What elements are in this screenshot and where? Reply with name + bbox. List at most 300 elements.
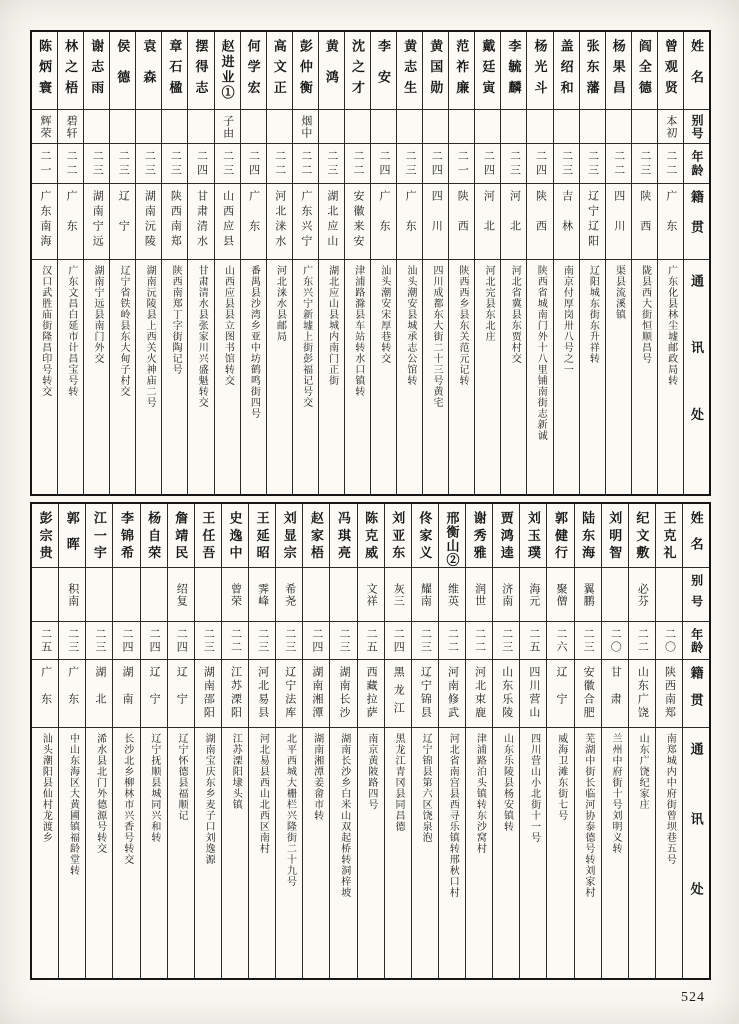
entry-native: 西藏拉萨 xyxy=(365,666,378,720)
age-cell xyxy=(475,144,500,184)
name-cell xyxy=(319,32,344,110)
entry-name: 冯琪亮 xyxy=(335,511,351,563)
age-cell xyxy=(136,144,161,184)
entry-name: 李锦希 xyxy=(118,511,134,563)
entry-column xyxy=(439,504,466,978)
address-cell xyxy=(110,260,135,494)
entry-address: 南京付厚岗卅八号之一 xyxy=(561,265,573,375)
entry-age: 二三 xyxy=(586,149,599,178)
entry-name: 谢志雨 xyxy=(89,39,105,101)
age-cell xyxy=(501,144,526,184)
entry-alias: 积南 xyxy=(66,582,79,607)
entry-address: 番禺县沙湾乡亚中坊鹤鸣街四号 xyxy=(248,265,260,419)
entry-native: 广东 xyxy=(39,666,52,720)
address-cell xyxy=(602,728,628,978)
entry-native: 陕西 xyxy=(456,190,469,250)
alias-cell xyxy=(493,568,519,622)
entry-column xyxy=(493,504,520,978)
address-cell xyxy=(267,260,292,494)
age-cell xyxy=(358,622,384,660)
entry-column xyxy=(423,32,449,494)
age-cell xyxy=(86,622,112,660)
entry-name: 詹靖民 xyxy=(173,511,189,563)
entry-alias: 翼鹏 xyxy=(582,582,595,607)
entry-age: 二三 xyxy=(500,627,513,654)
entry-alias: 灰三 xyxy=(392,582,405,607)
entry-address: 北平西城大栅栏兴隆街二十九号 xyxy=(284,733,296,887)
entry-age: 二四 xyxy=(175,627,188,654)
entry-column xyxy=(358,504,385,978)
address-cell xyxy=(554,260,579,494)
native-cell xyxy=(632,184,657,260)
entry-address: 汕头潮安宋厚巷转交 xyxy=(378,265,390,364)
name-cell xyxy=(267,32,292,110)
entry-age: 二三 xyxy=(66,627,79,654)
native-cell xyxy=(629,660,655,728)
alias-cell xyxy=(32,568,58,622)
entry-name: 陈炳寰 xyxy=(37,39,53,101)
address-cell xyxy=(371,260,396,494)
alias-cell xyxy=(501,110,526,144)
alias-cell xyxy=(267,110,292,144)
header-label-native: 籍贯 xyxy=(688,666,704,720)
age-cell xyxy=(423,144,448,184)
native-cell xyxy=(547,660,573,728)
address-cell xyxy=(303,728,329,978)
entry-age: 二二 xyxy=(612,149,625,178)
entry-age: 二四 xyxy=(148,627,161,654)
alias-cell xyxy=(602,568,628,622)
alias-cell xyxy=(32,110,57,144)
name-cell xyxy=(527,32,552,110)
entry-age: 二四 xyxy=(247,149,260,178)
entry-name: 郭晖 xyxy=(64,511,80,563)
name-cell xyxy=(580,32,605,110)
age-cell xyxy=(319,144,344,184)
entry-address: 江苏溧阳埭头镇 xyxy=(230,733,242,810)
age-cell xyxy=(397,144,422,184)
native-cell xyxy=(439,660,465,728)
entry-address: 兰州中府街十号刘明义转 xyxy=(609,733,621,854)
entry-name: 王克礼 xyxy=(661,511,677,563)
name-cell xyxy=(188,32,213,110)
age-cell xyxy=(554,144,579,184)
entry-alias: 曾荣 xyxy=(229,582,242,607)
entry-name: 刘显宗 xyxy=(281,511,297,563)
address-cell xyxy=(501,260,526,494)
entry-age: 二一 xyxy=(456,149,469,178)
entry-address: 辽宁怀德县福顺记 xyxy=(175,733,187,821)
name-cell xyxy=(330,504,356,568)
entry-address: 湖南宝庆东乡麦子口刘逸源 xyxy=(203,733,215,865)
alias-cell xyxy=(188,110,213,144)
entry-column xyxy=(330,504,357,978)
entry-alias: 聚僧 xyxy=(554,582,567,607)
entry-name: 李安 xyxy=(376,39,392,101)
entry-age: 二五 xyxy=(39,627,52,654)
address-cell xyxy=(345,260,370,494)
address-cell xyxy=(195,728,221,978)
name-cell xyxy=(371,32,396,110)
alias-cell xyxy=(358,568,384,622)
entry-native: 广东 xyxy=(378,190,391,250)
address-cell xyxy=(141,728,167,978)
entry-column xyxy=(222,504,249,978)
name-cell xyxy=(358,504,384,568)
entry-name: 杨果昌 xyxy=(610,39,626,101)
address-cell xyxy=(493,728,519,978)
entry-age: 二二 xyxy=(351,149,364,178)
header-label-alias: 别号 xyxy=(689,113,704,140)
entry-address: 湖北应山县城内南门正街 xyxy=(326,265,338,386)
name-cell xyxy=(656,504,682,568)
age-cell xyxy=(188,144,213,184)
native-cell xyxy=(330,660,356,728)
entry-native: 辽宁锦县 xyxy=(419,666,432,720)
entry-column xyxy=(345,32,371,494)
entry-address: 汕头潮安县城承志公馆转 xyxy=(404,265,416,386)
age-cell xyxy=(527,144,552,184)
entry-name: 刘亚东 xyxy=(390,511,406,563)
entry-address: 陕西西乡县东关范元记转 xyxy=(457,265,469,386)
header-label-native: 籍贯 xyxy=(688,190,704,250)
entry-column xyxy=(162,32,188,494)
entry-native: 广东南海 xyxy=(39,190,52,250)
entry-name: 邢衡山② xyxy=(444,511,460,567)
native-cell xyxy=(215,184,240,260)
address-cell xyxy=(136,260,161,494)
header-address-cell xyxy=(683,728,709,978)
age-cell xyxy=(222,622,248,660)
alias-cell xyxy=(141,568,167,622)
name-cell xyxy=(606,32,631,110)
name-cell xyxy=(629,504,655,568)
header-column xyxy=(684,32,709,494)
entry-address: 津浦路滁县车站转水口镇转 xyxy=(352,265,364,397)
entry-native: 四川 xyxy=(612,190,625,250)
name-cell xyxy=(602,504,628,568)
alias-cell xyxy=(520,568,546,622)
entry-address: 湖南长沙乡白米山双起桥转洞梓坡 xyxy=(338,733,350,898)
address-cell xyxy=(658,260,683,494)
entry-column xyxy=(276,504,303,978)
entry-column xyxy=(501,32,527,494)
header-age-cell xyxy=(683,622,709,660)
age-cell xyxy=(371,144,396,184)
age-cell xyxy=(449,144,474,184)
name-cell xyxy=(276,504,302,568)
age-cell xyxy=(32,622,58,660)
age-cell xyxy=(330,622,356,660)
native-cell xyxy=(656,660,682,728)
entry-column xyxy=(606,32,632,494)
address-cell xyxy=(32,728,58,978)
entry-native: 辽宁 xyxy=(175,666,188,720)
address-cell xyxy=(358,728,384,978)
entry-native: 四川营山 xyxy=(527,666,540,720)
entry-address: 辽宁锦县第六区饶泉泡 xyxy=(420,733,432,843)
entry-name: 杨光斗 xyxy=(532,39,548,101)
entry-native: 湖南长沙 xyxy=(337,666,350,720)
entry-native: 河北束鹿 xyxy=(473,666,486,720)
alias-cell xyxy=(371,110,396,144)
entry-age: 二二 xyxy=(229,627,242,654)
entry-address: 汕头潮阳县仙村龙渡乡 xyxy=(40,733,52,843)
entry-name: 陆东海 xyxy=(580,511,596,563)
entry-column xyxy=(575,504,602,978)
entry-age: 二三 xyxy=(169,149,182,178)
address-cell xyxy=(222,728,248,978)
alias-cell xyxy=(606,110,631,144)
entry-column xyxy=(580,32,606,494)
alias-cell xyxy=(215,110,240,144)
entry-name: 何学宏 xyxy=(245,39,261,101)
native-cell xyxy=(241,184,266,260)
native-cell xyxy=(113,660,139,728)
name-cell xyxy=(86,504,112,568)
alias-cell xyxy=(439,568,465,622)
entry-name: 史逸中 xyxy=(227,511,243,563)
entry-column xyxy=(58,32,84,494)
age-cell xyxy=(493,622,519,660)
native-cell xyxy=(267,184,292,260)
native-cell xyxy=(345,184,370,260)
native-cell xyxy=(527,184,552,260)
entry-native: 辽宁 xyxy=(117,190,130,250)
entry-name: 范祚廉 xyxy=(454,39,470,101)
age-cell xyxy=(303,622,329,660)
entry-native: 湖南沅陵 xyxy=(143,190,156,250)
entry-name: 黄国勋 xyxy=(428,39,444,101)
alias-cell xyxy=(276,568,302,622)
name-cell xyxy=(110,32,135,110)
alias-cell xyxy=(629,568,655,622)
name-cell xyxy=(412,504,438,568)
name-cell xyxy=(58,32,83,110)
address-cell xyxy=(385,728,411,978)
entry-age: 二三 xyxy=(325,149,338,178)
entry-age: 二三 xyxy=(143,149,156,178)
entry-name: 江一宇 xyxy=(91,511,107,563)
native-cell xyxy=(397,184,422,260)
name-cell xyxy=(168,504,194,568)
native-cell xyxy=(319,184,344,260)
entry-column xyxy=(632,32,658,494)
alias-cell xyxy=(303,568,329,622)
entry-alias: 绍复 xyxy=(175,582,188,607)
entry-column xyxy=(475,32,501,494)
address-cell xyxy=(575,728,601,978)
address-cell xyxy=(629,728,655,978)
native-cell xyxy=(423,184,448,260)
native-cell xyxy=(32,184,57,260)
entry-address: 陕西南郑丁字街陶记号 xyxy=(170,265,182,375)
entry-column xyxy=(412,504,439,978)
address-cell xyxy=(656,728,682,978)
entry-name: 郭健行 xyxy=(552,511,568,563)
native-cell xyxy=(371,184,396,260)
entry-native: 甘肃 xyxy=(609,666,622,720)
age-cell xyxy=(32,144,57,184)
alias-cell xyxy=(59,568,85,622)
native-cell xyxy=(602,660,628,728)
entry-name: 纪文敷 xyxy=(634,511,650,563)
age-cell xyxy=(293,144,318,184)
age-cell xyxy=(168,622,194,660)
age-cell xyxy=(141,622,167,660)
entry-address: 汉口武胜庙街隆昌印号转交 xyxy=(39,265,51,397)
address-cell xyxy=(168,728,194,978)
entry-address: 渠县流溪镇 xyxy=(613,265,625,320)
entry-age: 二四 xyxy=(378,149,391,178)
entry-address: 河北省冀县东贾村交 xyxy=(509,265,521,364)
age-cell xyxy=(267,144,292,184)
age-cell xyxy=(195,622,221,660)
entry-name: 摆得志 xyxy=(193,39,209,101)
entry-age: 二〇 xyxy=(663,627,676,654)
page-number: 524 xyxy=(681,990,705,1005)
header-native-cell xyxy=(684,184,709,260)
alias-cell xyxy=(554,110,579,144)
entry-name: 佟家义 xyxy=(417,511,433,563)
name-cell xyxy=(241,32,266,110)
address-cell xyxy=(215,260,240,494)
native-cell xyxy=(276,660,302,728)
age-cell xyxy=(575,622,601,660)
entry-alias: 子由 xyxy=(221,114,234,139)
entry-address: 湖南宁远县南门外交 xyxy=(91,265,103,364)
address-cell xyxy=(520,728,546,978)
entry-age: 二三 xyxy=(560,149,573,178)
entry-address: 广东兴宁新墟上街彭福记号交 xyxy=(300,265,312,408)
address-cell xyxy=(162,260,187,494)
entry-name: 王任吾 xyxy=(200,511,216,563)
native-cell xyxy=(358,660,384,728)
alias-cell xyxy=(241,110,266,144)
alias-cell xyxy=(110,110,135,144)
name-cell xyxy=(141,504,167,568)
native-cell xyxy=(58,184,83,260)
age-cell xyxy=(580,144,605,184)
entry-column xyxy=(141,504,168,978)
entry-name: 阎全德 xyxy=(636,39,652,101)
entry-name: 李毓麟 xyxy=(506,39,522,101)
address-cell xyxy=(32,260,57,494)
entry-age: 二二 xyxy=(446,627,459,654)
header-label-address: 通讯处 xyxy=(688,274,704,474)
entry-age: 二二 xyxy=(636,627,649,654)
entry-column xyxy=(520,504,547,978)
entry-age: 二三 xyxy=(283,627,296,654)
address-cell xyxy=(527,260,552,494)
entry-column xyxy=(449,32,475,494)
address-cell xyxy=(580,260,605,494)
name-cell xyxy=(113,504,139,568)
entry-column xyxy=(397,32,423,494)
entry-age: 二三 xyxy=(91,149,104,178)
entry-address: 山西应县县立图书馆转交 xyxy=(222,265,234,386)
age-cell xyxy=(412,622,438,660)
alias-cell xyxy=(580,110,605,144)
alias-cell xyxy=(222,568,248,622)
entry-column xyxy=(188,32,214,494)
name-cell xyxy=(385,504,411,568)
entry-age: 二四 xyxy=(430,149,443,178)
alias-cell xyxy=(575,568,601,622)
native-cell xyxy=(475,184,500,260)
entry-age: 二三 xyxy=(508,149,521,178)
entry-name: 彭宗贵 xyxy=(37,511,53,563)
native-cell xyxy=(293,184,318,260)
entry-age: 二一 xyxy=(39,149,52,178)
name-cell xyxy=(162,32,187,110)
entry-column xyxy=(629,504,656,978)
entry-alias: 济南 xyxy=(500,582,513,607)
entry-age: 二三 xyxy=(582,627,595,654)
alias-cell xyxy=(397,110,422,144)
name-cell xyxy=(136,32,161,110)
address-cell xyxy=(606,260,631,494)
entry-native: 湖北应山 xyxy=(325,190,338,250)
entry-name: 袁森 xyxy=(141,39,157,101)
name-cell xyxy=(303,504,329,568)
age-cell xyxy=(656,622,682,660)
address-cell xyxy=(475,260,500,494)
alias-cell xyxy=(632,110,657,144)
alias-cell xyxy=(113,568,139,622)
age-cell xyxy=(276,622,302,660)
entry-native: 湖北 xyxy=(93,666,106,720)
entry-address: 广东化县林尘墟邮政局转 xyxy=(665,265,677,386)
entry-address: 四川成都东大街二十三号黄宅 xyxy=(430,265,442,408)
entry-alias: 维英 xyxy=(446,582,459,607)
name-cell xyxy=(215,32,240,110)
address-cell xyxy=(547,728,573,978)
alias-cell xyxy=(475,110,500,144)
address-cell xyxy=(319,260,344,494)
entry-age: 二三 xyxy=(256,627,269,654)
address-cell xyxy=(84,260,109,494)
age-cell xyxy=(385,622,411,660)
native-cell xyxy=(84,184,109,260)
native-cell xyxy=(110,184,135,260)
entry-name: 谢秀雅 xyxy=(471,511,487,563)
entry-address: 辽宁抚顺县城同兴和转 xyxy=(148,733,160,843)
header-label-name: 姓名 xyxy=(688,511,704,563)
name-cell xyxy=(520,504,546,568)
age-cell xyxy=(439,622,465,660)
age-cell xyxy=(113,622,139,660)
alias-cell xyxy=(423,110,448,144)
address-cell xyxy=(86,728,112,978)
entry-alias: 文祥 xyxy=(365,582,378,607)
age-cell xyxy=(58,144,83,184)
entry-address: 河北省南宫县西寻乐镇转邢秋口村 xyxy=(447,733,459,898)
entry-alias: 本初 xyxy=(664,114,677,139)
alias-cell xyxy=(547,568,573,622)
native-cell xyxy=(449,184,474,260)
entry-address: 河北完县东北庄 xyxy=(483,265,495,342)
entry-alias: 碧轩 xyxy=(65,114,78,139)
alias-cell xyxy=(412,568,438,622)
header-column xyxy=(683,504,709,978)
entry-address: 湖南湘潭姜畲市转 xyxy=(311,733,323,821)
entry-address: 山东广饶纪家庄 xyxy=(637,733,649,810)
address-cell xyxy=(466,728,492,978)
native-cell xyxy=(466,660,492,728)
age-cell xyxy=(520,622,546,660)
entry-native: 辽宁 xyxy=(148,666,161,720)
